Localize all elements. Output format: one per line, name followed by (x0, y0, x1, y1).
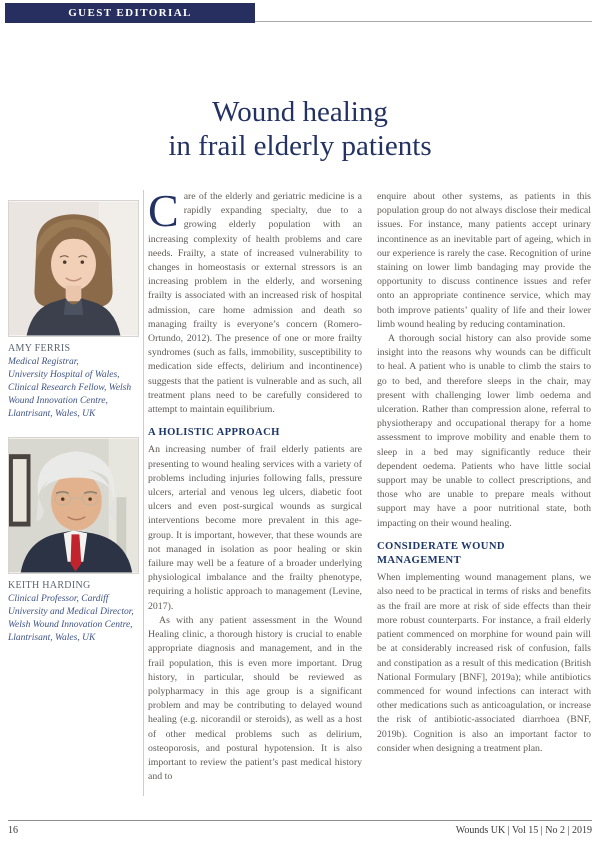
credential-line: Llantrisant, Wales, UK (8, 409, 96, 419)
credential-line: University Hospital of Wales, (8, 370, 120, 380)
author-name: KEITH HARDING (8, 580, 91, 591)
section-badge (5, 3, 255, 23)
author-credentials (8, 593, 139, 645)
amy-ferris-photo (8, 200, 139, 337)
credential-line: Clinical Professor, Cardiff (8, 594, 109, 604)
article-paragraph: enquire about other systems, as patients in this population group do not always disclose their medical issues. For instance, many patients accept urinary incontinence as an inevitable part of ageing, which in our experience is rarely the case. Recognition of urine staining on lower limb bandaging may provide the opportunity to discuss continence issues and refer onto an appropriate continence service, which may both improve patients’ quality of life and their lower limb wound healing by reducing contamination. (377, 191, 591, 330)
credential-line: Welsh Wound Innovation Centre, (8, 620, 133, 630)
credential-line: Wound Innovation Centre, (8, 396, 108, 406)
author-credentials (8, 356, 139, 421)
article-paragraph: An increasing number of frail elderly patients are presenting to wound healing services with a variety of problems including injuries following falls, pressure ulcers, arterial and venous leg ulcers, diabetic foot ulcers and even post-surgical wounds as surgical interventions become more prevalent in this age-group. It is important, however, that these wounds are not managed in isolation as poor healing or skin failure may well be a feature of a broader underlying physiological imbalance and the frailty phenotype, requiring a holistic approach to management (Levine, 2017). (148, 444, 362, 612)
article-column-1 (148, 190, 362, 810)
author-name: AMY FERRIS (8, 343, 71, 354)
paragraph-text: are of the elderly and geriatric medicine is a rapidly expanding specialty, due to a growing elderly population with an increasing complexity of health problems and care needs. Frailty, a state of increased vulnerability to changes in homeostasis or external stressors is an increasing problem in the elderly, and worsening frailty is associated with an increased risk of hospital admission, care home admission and death so managing frailty is everyone’s concern (Romero-Ortundo, 2012). The presence of one or more frailty syndromes (such as falls, immobility, susceptibility to medication side effects, delirium and incontinence) suggests that the patient is vulnerable and as such, all treatment plans need to be carefully considered to attempt to maintain equilibrium. (148, 191, 362, 416)
footer-rule (8, 820, 592, 821)
drop-cap: C (148, 190, 179, 236)
journal-reference: Wounds UK | Vol 15 | No 2 | 2019 (455, 825, 592, 836)
header-rule (255, 21, 592, 22)
section-badge-label: GUEST EDITORIAL (68, 7, 192, 19)
credential-line: University and Medical Director, (8, 607, 134, 617)
credential-line: Llantrisant, Wales, UK (8, 633, 96, 643)
section-heading-holistic-approach: A HOLISTIC APPROACH (148, 427, 280, 439)
page-title-line1: Wound healing (212, 96, 388, 129)
keith-harding-photo (8, 437, 139, 574)
sidebar-divider (143, 190, 144, 796)
article-column-2 (377, 190, 591, 810)
section-heading-considerate-wound-management: CONSIDERATE WOUND MANAGEMENT (377, 540, 505, 567)
credential-line: Clinical Research Fellow, Welsh (8, 383, 132, 393)
page-title-line2: in frail elderly patients (168, 130, 432, 163)
article-paragraph (148, 190, 362, 417)
article-paragraph: A thorough social history can also provide some insight into the reasons why wounds can be difficult to heal. A patient who is unable to climb the stairs to go to bed, and therefore sleeps in the chair, may present with challenging lower limb oedema and ulceration. Rather than compression alone, referral to physiotherapy and occupational therapy for a home assessment to improve mobility and enable them to sleep in a bed may significantly reduce their dependent oedema. Patients who have little social support may be unable to collect prescriptions, and those who are unable to prepare meals without support may have a poor nutritional state, both impacting on their wound healing. (377, 333, 591, 529)
author-block-keith-harding (8, 437, 139, 645)
page-title (0, 95, 600, 163)
credential-line: Medical Registrar, (8, 357, 79, 367)
page-number: 16 (8, 825, 18, 836)
article-paragraph: When implementing wound management plans, we also need to be practical in terms of risks and benefits as the frail are more at risk of side effects than their more robust counterparts. For instance, a frail elderly patient commenced on morphine for wound pain will be at considerably increased risk of confusion, falls and constipation as a result of this medication (British National Formulary [BNF], 2019a); while antibiotics commenced for wound infections can interact with other medications such as anticoagulation, or increase the risk of antibiotic-associated diarrhoea (BNF, 2019b). Cognition is also an important factor to consider when designing a treatment plan. (377, 572, 591, 754)
author-block-amy-ferris (8, 200, 139, 421)
article-paragraph: As with any patient assessment in the Wound Healing clinic, a thorough history is crucial to enable appropriate diagnosis and management, and in the frail population, this is even more important. Drug history, in particular, should be reviewed as polypharmacy in this age group is a significant problem and may be contributing to delayed wound healing (e.g. nicorandil or steroids), as well as a host of other medical problems such as delirium, osteoporosis, and postural hypotension. It is also important to review the patient’s past medical history and to (148, 614, 362, 783)
